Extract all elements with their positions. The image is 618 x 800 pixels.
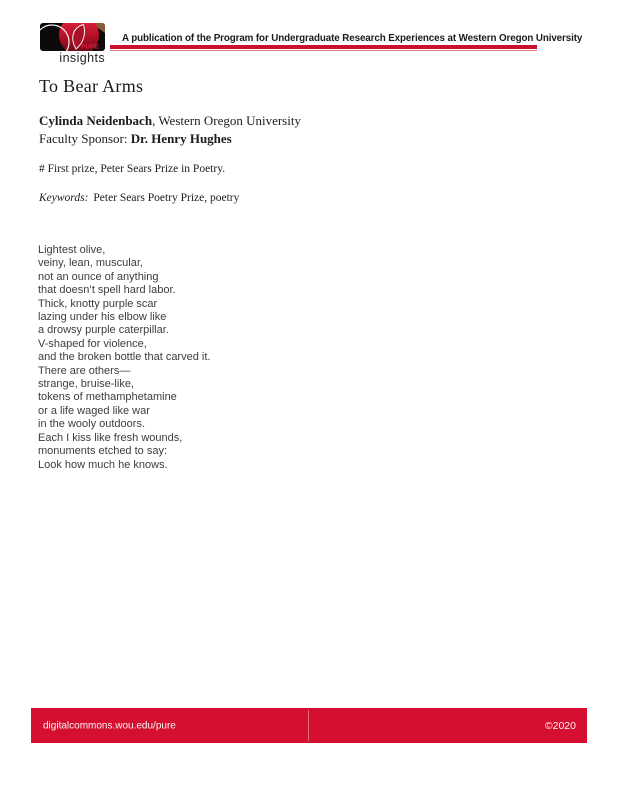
header-rule-divider — [110, 45, 537, 49]
poem-line: that doesn’t spell hard labor. — [38, 284, 176, 297]
keywords-line — [39, 192, 239, 204]
pure-insights-logo — [40, 23, 105, 64]
poem-line: a drowsy purple caterpillar. — [38, 324, 169, 337]
prize-note: # First prize, Peter Sears Prize in Poetry. — [39, 163, 226, 175]
logo-pure-text: PURE — [81, 43, 100, 51]
poem-line: V-shaped for violence, — [38, 337, 147, 350]
logo-insights-text: insights — [59, 51, 105, 65]
footer-copyright: ©2020 — [544, 719, 576, 732]
poem-line: Lightest olive, — [38, 244, 106, 256]
poem-line: not an ounce of anything — [38, 270, 159, 283]
keywords-label: Keywords: — [39, 192, 89, 204]
poem-line: strange, bruise-like, — [38, 378, 134, 391]
poem-line: in the wooly outdoors. — [38, 418, 146, 431]
poem-line: Thick, knotty purple scar — [38, 297, 158, 310]
author-name: Cylinda Neidenbach — [39, 113, 153, 128]
poem-line: tokens of methamphetamine — [38, 391, 177, 404]
sponsor-label: Faculty Sponsor: — [39, 131, 131, 146]
author-line — [39, 112, 301, 130]
poem-line: monuments etched to say: — [38, 445, 168, 458]
poem-line: Each I kiss like fresh wounds, — [38, 431, 183, 444]
pure-insights-logo-icon — [40, 23, 105, 51]
footer-url-link[interactable]: digitalcommons.wou.edu/pure — [43, 720, 176, 731]
journal-tagline: A publication of the Program for Undergraduate Research Experiences at Western Oregon University — [122, 33, 583, 44]
sponsor-line — [39, 130, 301, 148]
poem-body — [38, 244, 210, 472]
byline-block — [39, 112, 301, 148]
poem-line: veiny, lean, muscular, — [38, 257, 143, 270]
poem-line: or a life waged like war — [38, 404, 150, 417]
poem-line: lazing under his elbow like — [38, 311, 167, 324]
sponsor-name: Dr. Henry Hughes — [130, 131, 232, 146]
poem-line: There are others— — [38, 364, 131, 377]
poem-line: and the broken bottle that carved it. — [38, 351, 211, 364]
footer-divider — [308, 710, 309, 741]
article-title: To Bear Arms — [39, 76, 144, 96]
keywords-value: Peter Sears Poetry Prize, poetry — [93, 192, 240, 204]
author-affiliation: , Western Oregon University — [152, 113, 301, 128]
footer-bar — [31, 708, 587, 743]
poem-line: Look how much he knows. — [38, 458, 168, 471]
